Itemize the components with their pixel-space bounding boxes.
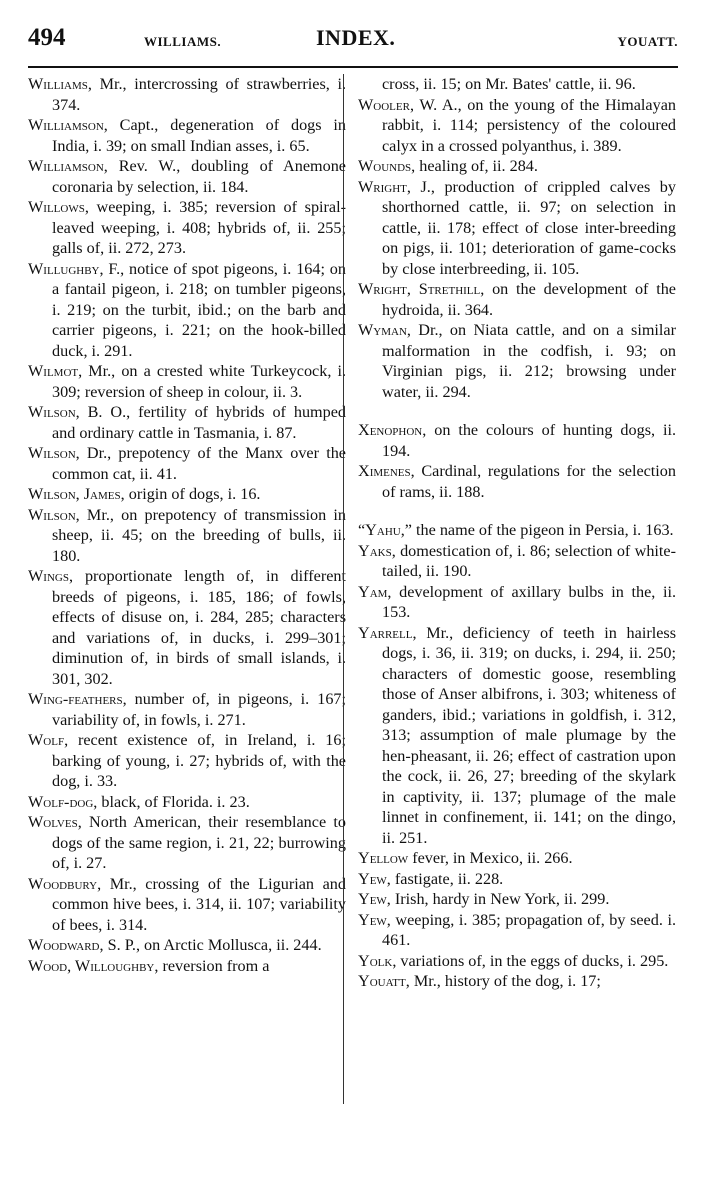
entry-headword: Wyman [358,321,407,339]
entry-headword: Xenophon [358,421,423,439]
entry-text: , North American, their resemblance to dogs of the same region, i. 21, 22; burrowing of, i. 27. [52,813,346,872]
index-entry [28,402,346,443]
entry-headword: Yew [358,910,387,929]
header-rule [28,66,678,68]
index-entry [28,935,346,956]
entry-text: , Mr., history of the dog, i. 17; [405,972,601,990]
entry-headword: Youatt [358,972,406,990]
entry-text: , Mr., on a crested white Turkeycock, i. 309; reversion of sheep in colour, ii. 3. [52,362,346,401]
entry-headword: Wolf [28,731,65,749]
continued-entry: cross, ii. 15; on Mr. Bates' cattle, ii. 96. [382,75,636,93]
index-entry [358,910,676,951]
index-entry [28,74,346,115]
index-entry [358,541,676,582]
entry-text: the name of the pigeon in Persia, i. 163. [411,521,674,539]
index-entry [28,197,346,259]
index-entry [28,566,346,689]
index-entry [28,730,346,792]
entry-text: , on the development of the hydroida, ii. 364. [382,280,676,319]
entry-text: , weeping, i. 385; reversion of spiral-leaved weeping, i. 408; hybrids of, ii. 255; galls of, ii. 272, 273. [52,198,346,257]
index-entry [358,889,676,910]
entry-text: , B. O., fertility of hybrids of humped and ordinary cattle in Tasmania, i. 87. [52,403,346,442]
entry-text: , healing of, ii. 284. [411,157,538,175]
left-column [28,74,346,976]
y-entries [358,520,676,992]
entry-text: , domestication of, i. 86; selection of white-tailed, ii. 190. [382,541,676,580]
entry-headword: Wilson [28,403,76,421]
x-entries [358,420,676,502]
entry-headword: Williamson [28,116,104,134]
index-entry [28,115,346,156]
entry-headword: Wright, Strethill [358,280,481,298]
entry-headword: Yew [358,869,387,888]
entry-text: , Mr., crossing of the Ligurian and common hive bees, i. 314, ii. 107; variability of bees, i. 314. [52,874,346,934]
entry-text: , Dr., prepotency of the Manx over the common cat, ii. 41. [52,444,346,483]
entry-headword: Woodbury [28,874,98,893]
entry-headword: Yam [358,582,388,601]
entry-headword: Wood, Willoughby [28,956,155,975]
entry-text: , Mr., deficiency of teeth in hairless dogs, i. 36, ii. 319; on ducks, i. 294, ii. 250; characters of domestic goose, resembling those of Anser albifrons, i. 303; whiteness of ganders, ibid.; variations in goldfish, i. 312, 313; assumption of male plumage by the hen-pheasant, ii. 26; effect of castration upon the cock, ii. 26, 27; breeding of the skylark in captivity, ii. 137; plumage of the male linnet in confinement, ii. 141; on the dingo, ii. 251. [382,623,676,847]
right-column [358,74,676,992]
entry-text: , F., notice of spot pigeons, i. 164; on a fantail pigeon, i. 218; on tumbler pigeons, i. 219; on the turbit, ibid.; on the barb and carrier pigeons, i. 221; on the hook-billed duck, i. 291. [52,259,346,360]
entry-text: , reversion from a [154,956,270,975]
header-left-catchword: WILLIAMS. [144,34,222,49]
header-title: INDEX. [316,25,396,50]
index-entry [358,623,676,849]
index-entry [28,792,346,813]
entry-headword: Wolves [28,813,78,831]
entry-headword: Wilson, James [28,485,121,503]
index-entry [358,177,676,280]
entry-text: , W. A., on the young of the Himalayan rabbit, i. 114; persistency of the coloured calyx in a crossed polyanthus, i. 389. [382,95,676,155]
entry-text: , weeping, i. 385; propagation of, by seed. i. 461. [382,910,676,949]
entry-text: , Mr., intercrossing of strawberries, i. 374. [52,75,346,114]
entry-headword: Wing-feathers [28,690,123,708]
index-entry [28,259,346,362]
entry-text: , Rev. W., doubling of Anemone coronaria by selection, ii. 184. [52,157,346,196]
index-entry [358,869,676,890]
entry-text: fever, in Mexico, ii. 266. [408,849,573,867]
running-header [28,22,678,62]
index-entry [358,951,676,972]
index-entry [28,156,346,197]
index-entry [28,812,346,874]
entry-headword: Yolk [358,951,393,970]
index-entry [28,874,346,936]
index-entry [358,95,676,157]
index-entry [28,361,346,402]
entry-headword: Yellow [358,849,409,867]
entry-text: , Dr., on Niata cattle, and on a similar malformation in the codfish, i. 93; on Virginian pigs, ii. 212; browsing under water, ii. 294. [382,321,676,401]
index-entry [358,461,676,502]
entry-headword: Yew [358,890,387,908]
entry-headword: Williamson [28,157,104,175]
entry-text: , J., production of crippled calves by shorthorned cattle, ii. 97; on selection in cattle, ii. 178; effect of close inter-breeding on pigs, ii. 101; deterioration of game-cocks by close interbreeding, ii. 105. [382,177,676,278]
entry-text: , black, of Florida. i. 23. [93,792,250,811]
entry-headword: Woodward [28,936,100,954]
entry-text: , Capt., degeneration of dogs in India, i. 39; on small Indian asses, i. 65. [52,116,346,155]
entry-text: , Cardinal, regulations for the selection of rams, ii. 188. [382,462,676,501]
entry-text: , origin of dogs, i. 16. [120,485,261,503]
index-entry [358,582,676,623]
entry-text: , fastigate, ii. 228. [386,869,504,888]
index-entry [358,156,676,177]
section-gap [358,402,676,420]
entry-text: , Mr., on prepotency of transmission in sheep, ii. 45; on the breeding of bulls, ii. 180. [52,505,346,565]
index-entry [28,505,346,567]
entry-text: , recent existence of, in Ireland, i. 16; barking of young, i. 27; hybrids of, with the dog, i. 33. [52,731,346,790]
entry-headword: Wolf-dog [28,792,94,811]
index-entry [28,689,346,730]
entry-headword: Wilson [28,444,76,462]
entry-headword: Willughby [28,259,100,278]
entry-headword: Yarrell [358,623,413,642]
entry-text: , development of axillary bulbs in the, ii. 153. [382,582,676,621]
w-entries [358,95,676,403]
entry-headword: Yaks [358,541,392,560]
index-entry [28,484,346,505]
entry-headword: Williams [28,75,88,93]
entry-text: , proportionate length of, in different breeds of pigeons, i. 185, 186; of fowls, effects of disuse on, i. 284, 285; characters and variations of, in ducks, i. 299–301; diminution of, in birds of small islands, i. 301, 302. [52,567,346,688]
section-gap [358,502,676,520]
index-entry [28,443,346,484]
index-entry [358,848,676,869]
entry-headword: Willows [28,198,85,216]
index-entry [358,520,676,541]
entry-headword: Wilson [28,505,76,524]
entry-headword: Wright [358,177,407,196]
index-entry [358,320,676,402]
index-entry [358,420,676,461]
entry-text: , S. P., on Arctic Mollusca, ii. 244. [99,936,322,954]
column-divider [343,74,344,1104]
entry-headword: Ximenes [358,462,411,480]
entry-text: , Irish, hardy in New York, ii. 299. [386,890,610,908]
entry-text: , on the colours of hunting dogs, ii. 194. [382,421,676,460]
index-entry [358,279,676,320]
entry-text: , variations of, in the eggs of ducks, i. 295. [392,951,669,970]
entry-text: , number of, in pigeons, i. 167; variability of, in fowls, i. 271. [52,690,346,729]
entry-headword: Wooler [358,95,410,114]
entry-headword: Wounds [358,157,412,175]
entry-headword: Wilmot [28,362,79,380]
index-entry [28,956,346,977]
index-entry [358,971,676,992]
entry-headword: Wings [28,567,69,585]
entry-headword: “Yahu,” [358,521,412,539]
page-number: 494 [28,24,66,51]
header-right-catchword: YOUATT. [617,34,678,49]
